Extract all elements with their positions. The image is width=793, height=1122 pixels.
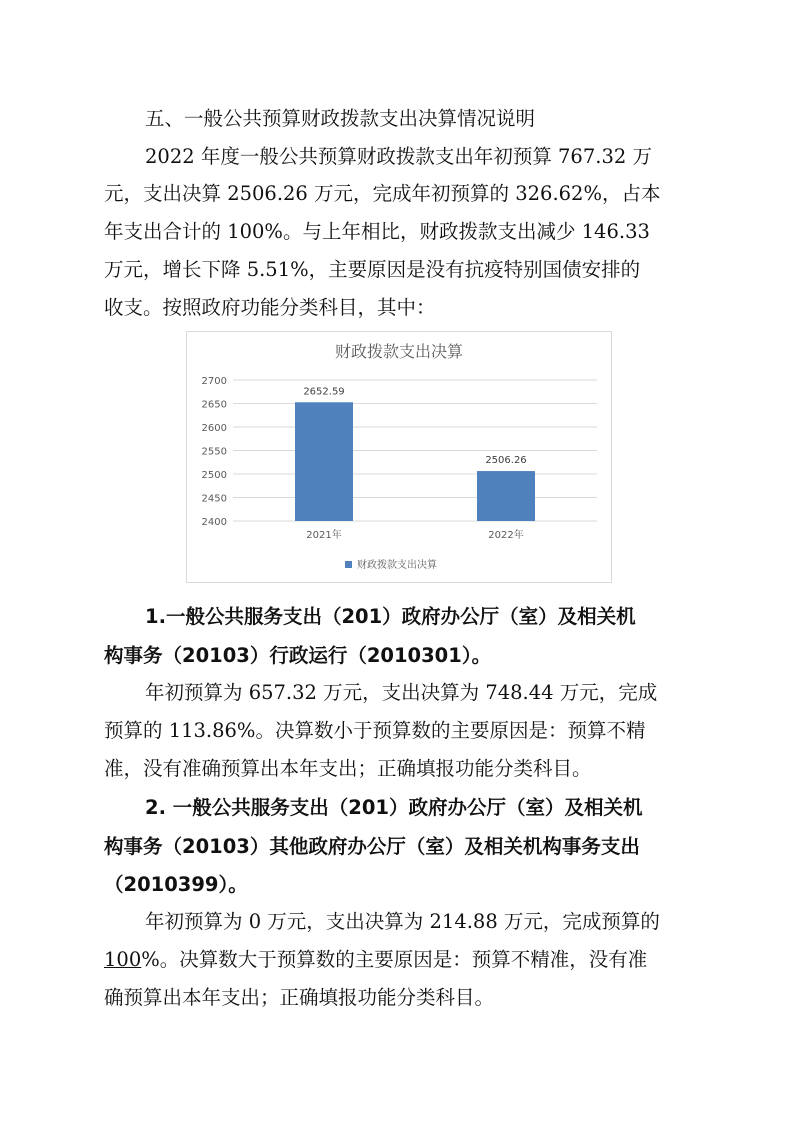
bar xyxy=(295,402,353,521)
y-tick-label: 2650 xyxy=(201,399,227,411)
chart-gridlines xyxy=(233,380,597,521)
item2-title-line: 2. 一般公共服务支出（201）政府办公厅（室）及相关机 xyxy=(145,796,643,819)
y-tick-label: 2450 xyxy=(201,493,227,505)
intro-line: 2022 年度一般公共预算财政拨款支出年初预算 767.32 万 xyxy=(145,145,652,168)
y-tick-label: 2550 xyxy=(201,446,227,458)
item2-body-line xyxy=(104,940,647,980)
y-tick-label: 2600 xyxy=(201,423,227,434)
legend-label: 财政拨款支出决算 xyxy=(357,560,437,571)
underlined-percent: 100 xyxy=(104,948,142,971)
chart-bars xyxy=(295,386,535,521)
item1-body-line: 预算的 113.86%。决算数小于预算数的主要原因是：预算不精 xyxy=(104,719,646,742)
bar xyxy=(477,471,535,521)
intro-line: 年支出合计的 100%。与上年相比，财政拨款支出减少 146.33 xyxy=(104,220,650,243)
x-tick-label: 2021年 xyxy=(306,530,342,541)
item1-title-line: 构事务（20103）行政运行（2010301）。 xyxy=(104,644,492,667)
legend-swatch xyxy=(345,561,352,568)
x-tick-label: 2022年 xyxy=(488,530,524,541)
chart-legend xyxy=(345,558,437,571)
item1-body-line: 准，没有准确预算出本年支出；正确填报功能分类科目。 xyxy=(104,757,592,780)
intro-line: 元，支出决算 2506.26 万元，完成年初预算的 326.62%，占本 xyxy=(104,182,661,205)
y-tick-label: 2500 xyxy=(201,470,227,481)
expenditure-bar-chart xyxy=(186,331,612,583)
item2-body-line: 年初预算为 0 万元，支出决算为 214.88 万元，完成预算的 xyxy=(145,910,660,933)
y-axis-ticks xyxy=(202,376,227,528)
bar-value-label: 2506.26 xyxy=(485,455,527,467)
section-heading: 五、一般公共预算财政拨款支出决算情况说明 xyxy=(145,107,536,130)
intro-line: 万元，增长下降 5.51%，主要原因是没有抗疫特别国债安排的 xyxy=(104,258,641,281)
y-tick-label: 2700 xyxy=(201,376,227,387)
item1-title-line: 1.一般公共服务支出（201）政府办公厅（室）及相关机 xyxy=(145,605,636,628)
item2-title-line: （2010399）。 xyxy=(104,873,248,896)
intro-line: 收支。按照政府功能分类科目，其中： xyxy=(104,296,436,319)
item1-body-line: 年初预算为 657.32 万元，支出决算为 748.44 万元，完成 xyxy=(145,681,658,704)
item2-body-line: 确预算出本年支出；正确填报功能分类科目。 xyxy=(104,986,495,1009)
bar-value-label: 2652.59 xyxy=(303,386,345,398)
item2-body-line-rest: %。决算数大于预算数的主要原因是：预算不精准，没有准 xyxy=(141,948,648,971)
y-tick-label: 2400 xyxy=(201,517,227,528)
x-axis-ticks xyxy=(306,528,523,541)
item2-title-line: 构事务（20103）其他政府办公厅（室）及相关机构事务支出 xyxy=(104,835,640,858)
chart-canvas xyxy=(187,332,611,582)
chart-title: 财政拨款支出决算 xyxy=(334,342,464,361)
